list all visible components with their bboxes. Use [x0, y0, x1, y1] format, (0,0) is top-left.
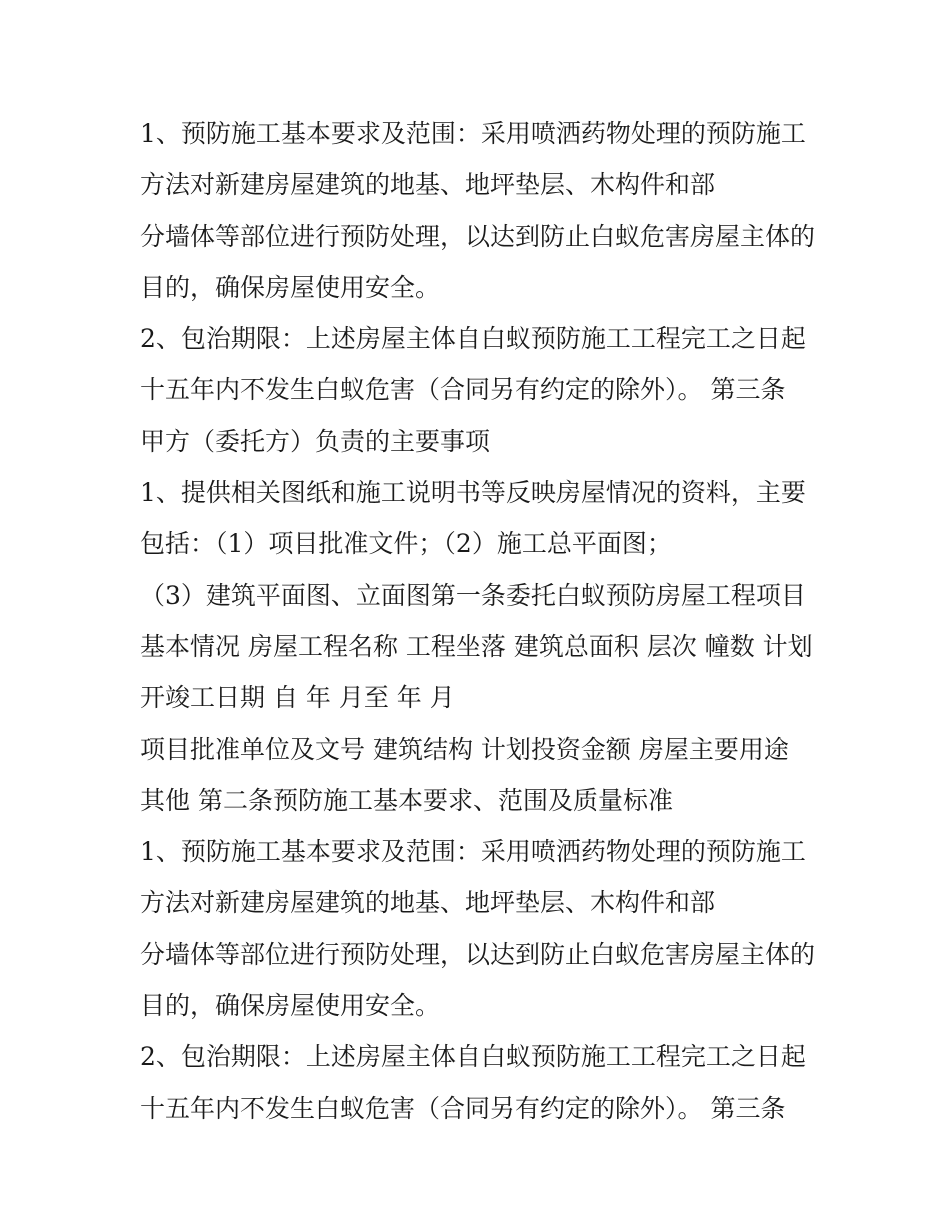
text-line: 包括：（1）项目批准文件；（2）施工总平面图； — [140, 529, 672, 559]
text-line: 分墙体等部位进行预防处理，以达到防止白蚁危害房屋主体的 — [140, 221, 816, 251]
text-line: 十五年内不发生白蚁危害（合同另有约定的除外）。 第三条 — [140, 375, 786, 405]
document-body — [140, 108, 830, 1134]
text-line: 方法对新建房屋建筑的地基、地坪垫层、木构件和部 — [140, 888, 716, 918]
text-line: 方法对新建房屋建筑的地基、地坪垫层、木构件和部 — [140, 170, 716, 200]
text-line: 目的，确保房屋使用安全。 — [140, 991, 441, 1021]
text-line: 2、包治期限：上述房屋主体自白蚁预防施工工程完工之日起 — [140, 1042, 806, 1072]
text-line: 十五年内不发生白蚁危害（合同另有约定的除外）。 第三条 — [140, 1093, 786, 1123]
text-line: 开竣工日期 自 年 月至 年 月 — [140, 683, 455, 713]
text-line: 项目批准单位及文号 建筑结构 计划投资金额 房屋主要用途 — [140, 734, 789, 764]
text-line: （3）建筑平面图、立面图第一条委托白蚁预防房屋工程项目 — [140, 580, 806, 610]
text-line: 1、提供相关图纸和施工说明书等反映房屋情况的资料，主要 — [140, 478, 806, 508]
text-line: 1、预防施工基本要求及范围：采用喷洒药物处理的预防施工 — [140, 119, 806, 148]
text-line: 其他 第二条预防施工基本要求、范围及质量标准 — [140, 785, 673, 815]
text-line: 分墙体等部位进行预防处理，以达到防止白蚁危害房屋主体的 — [140, 939, 816, 969]
text-line: 目的，确保房屋使用安全。 — [140, 272, 441, 302]
text-line: 基本情况 房屋工程名称 工程坐落 建筑总面积 层次 幢数 计划 — [140, 631, 813, 661]
text-line: 甲方（委托方）负责的主要事项 — [140, 426, 491, 456]
text-line: 1、预防施工基本要求及范围：采用喷洒药物处理的预防施工 — [140, 837, 806, 867]
text-line: 2、包治期限：上述房屋主体自白蚁预防施工工程完工之日起 — [140, 324, 806, 354]
